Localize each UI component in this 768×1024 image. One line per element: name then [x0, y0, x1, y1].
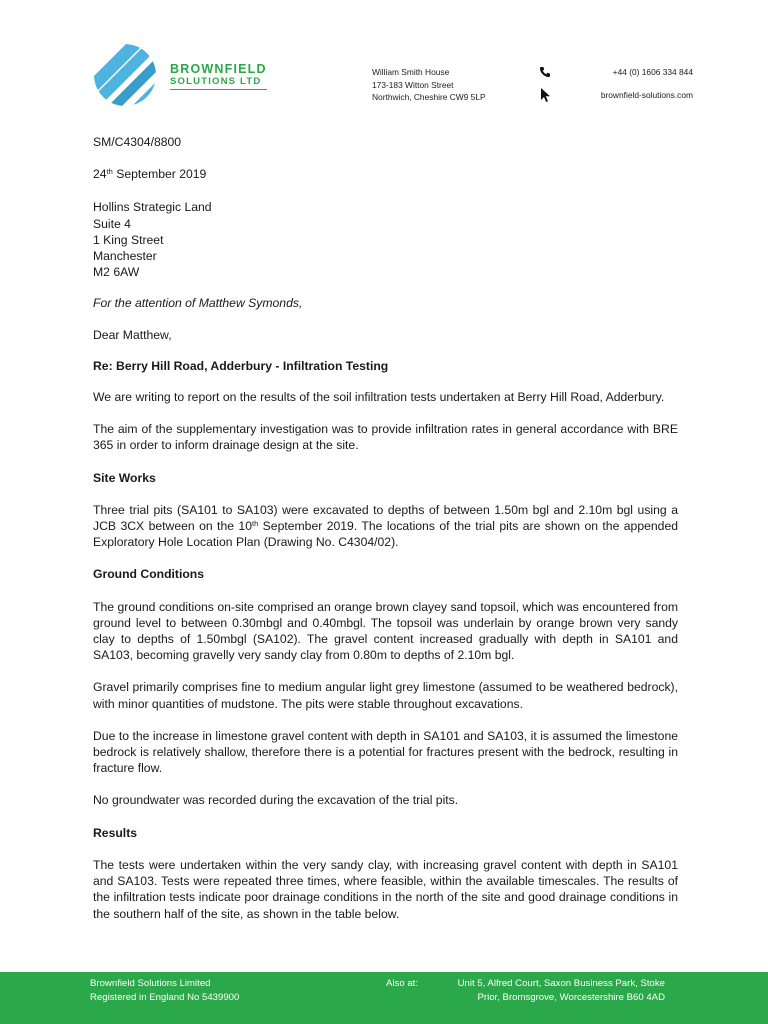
page-footer	[0, 972, 768, 1024]
recipient-line: 1 King Street	[93, 232, 164, 247]
logo-line-2: SOLUTIONS LTD	[170, 76, 267, 90]
recipient-address	[93, 199, 678, 280]
letter-body	[93, 134, 678, 922]
letter-reference: SM/C4304/8800	[93, 135, 182, 149]
intro-paragraph-1: We are writing to report on the results of the soil infiltration tests undertaken at Berry Hill Road, Adderbury.	[93, 390, 665, 405]
subject-line: Re: Berry Hill Road, Adderbury - Infiltration Testing	[93, 358, 389, 373]
footer-alt-address	[458, 977, 665, 1005]
ground-paragraph-4: No groundwater was recorded during the excavation of the trial pits.	[93, 793, 459, 808]
header-contact	[601, 66, 693, 101]
header-address	[372, 66, 486, 104]
recipient-line: Hollins Strategic Land	[93, 200, 212, 215]
recipient-line: M2 6AW	[93, 265, 140, 280]
address-line: 173-183 Witton Street	[372, 79, 454, 90]
section-heading-site-works: Site Works	[93, 470, 156, 485]
phone-icon	[539, 66, 551, 78]
footer-registration: Registered in England No 5439900	[90, 992, 240, 1003]
ground-paragraph-1: The ground conditions on-site comprised an orange brown clayey sand topsoil, which was encountered from ground level to between 0.30mbgl and 0.40mbgl. The topsoil was underlain by orange brown very sandy clay to depths of 1.50mbgl (SA102). The gravel content increased gradually with depth in SA101 and SA103, becoming gravelly very sandy clay from 0.80m to depths of 2.10m bgl.	[93, 599, 678, 663]
phone-number: +44 (0) 1606 334 844	[612, 67, 693, 77]
date-rest: September 2019	[112, 167, 207, 182]
recipient-line: Manchester	[93, 249, 157, 264]
footer-company	[90, 977, 239, 1005]
footer-alt-address-line: Unit 5, Alfred Court, Saxon Business Park, Stoke	[457, 978, 665, 989]
ground-paragraph-2: Gravel primarily comprises fine to medium angular light grey limestone (assumed to be weathered bedrock), with minor quantities of mudstone. The pits were stable throughout excavations.	[93, 680, 678, 711]
salutation: Dear Matthew,	[93, 327, 172, 342]
letter-date	[93, 166, 678, 182]
site-works-paragraph	[93, 502, 678, 551]
section-heading-results: Results	[93, 825, 138, 840]
address-line: William Smith House	[372, 67, 450, 77]
site-works-sup: th	[251, 519, 259, 529]
footer-alt-address-line: Prior, Bromsgrove, Worcestershire B60 4AD	[477, 992, 665, 1003]
address-line: Northwich, Cheshire CW9 5LP	[372, 92, 486, 103]
intro-paragraph-2: The aim of the supplementary investigation was to provide infiltration rates in general accordance with BRE 365 in order to inform drainage design at the site.	[93, 422, 678, 453]
logo-swirl-icon	[92, 42, 158, 108]
date-day: 24	[93, 167, 107, 182]
cursor-icon	[540, 87, 551, 103]
footer-company-name: Brownfield Solutions Limited	[90, 978, 211, 989]
logo-line-1: BROWNFIELD	[170, 62, 267, 76]
footer-also-at: Also at:	[386, 978, 418, 989]
section-heading-ground-conditions: Ground Conditions	[93, 567, 205, 582]
recipient-line: Suite 4	[93, 216, 131, 231]
attention-line: For the attention of Matthew Symonds,	[93, 296, 303, 311]
date-suffix: th	[106, 167, 113, 177]
company-logo	[92, 42, 282, 108]
site-works-text-a: Three trial pits (SA101 to SA103) were excavated to depths of between 1.50m bgl and 2.10m bgl using a JCB 3CX between on the 10	[93, 502, 678, 534]
ground-paragraph-3: Due to the increase in limestone gravel content with depth in SA101 and SA103, it is assumed the limestone bedrock is relatively shallow, therefore there is a potential for fractures present with the bedrock, resulting in fracture flow.	[93, 728, 678, 776]
website-link[interactable]: brownfield-solutions.com	[600, 90, 693, 100]
site-works-text-b: September 2019. The locations of the trial pits are shown on the appended Exploratory Hole Location Plan (Drawing No. C4304/02).	[93, 519, 679, 550]
results-paragraph: The tests were undertaken within the very sandy clay, with increasing gravel content with depth in SA101 and SA103. Tests were repeated three times, where feasible, within the available timescales. The results of the infiltration tests indicate poor drainage conditions in the north of the site and good drainage conditions in the southern half of the site, as shown in the table below.	[93, 857, 678, 921]
